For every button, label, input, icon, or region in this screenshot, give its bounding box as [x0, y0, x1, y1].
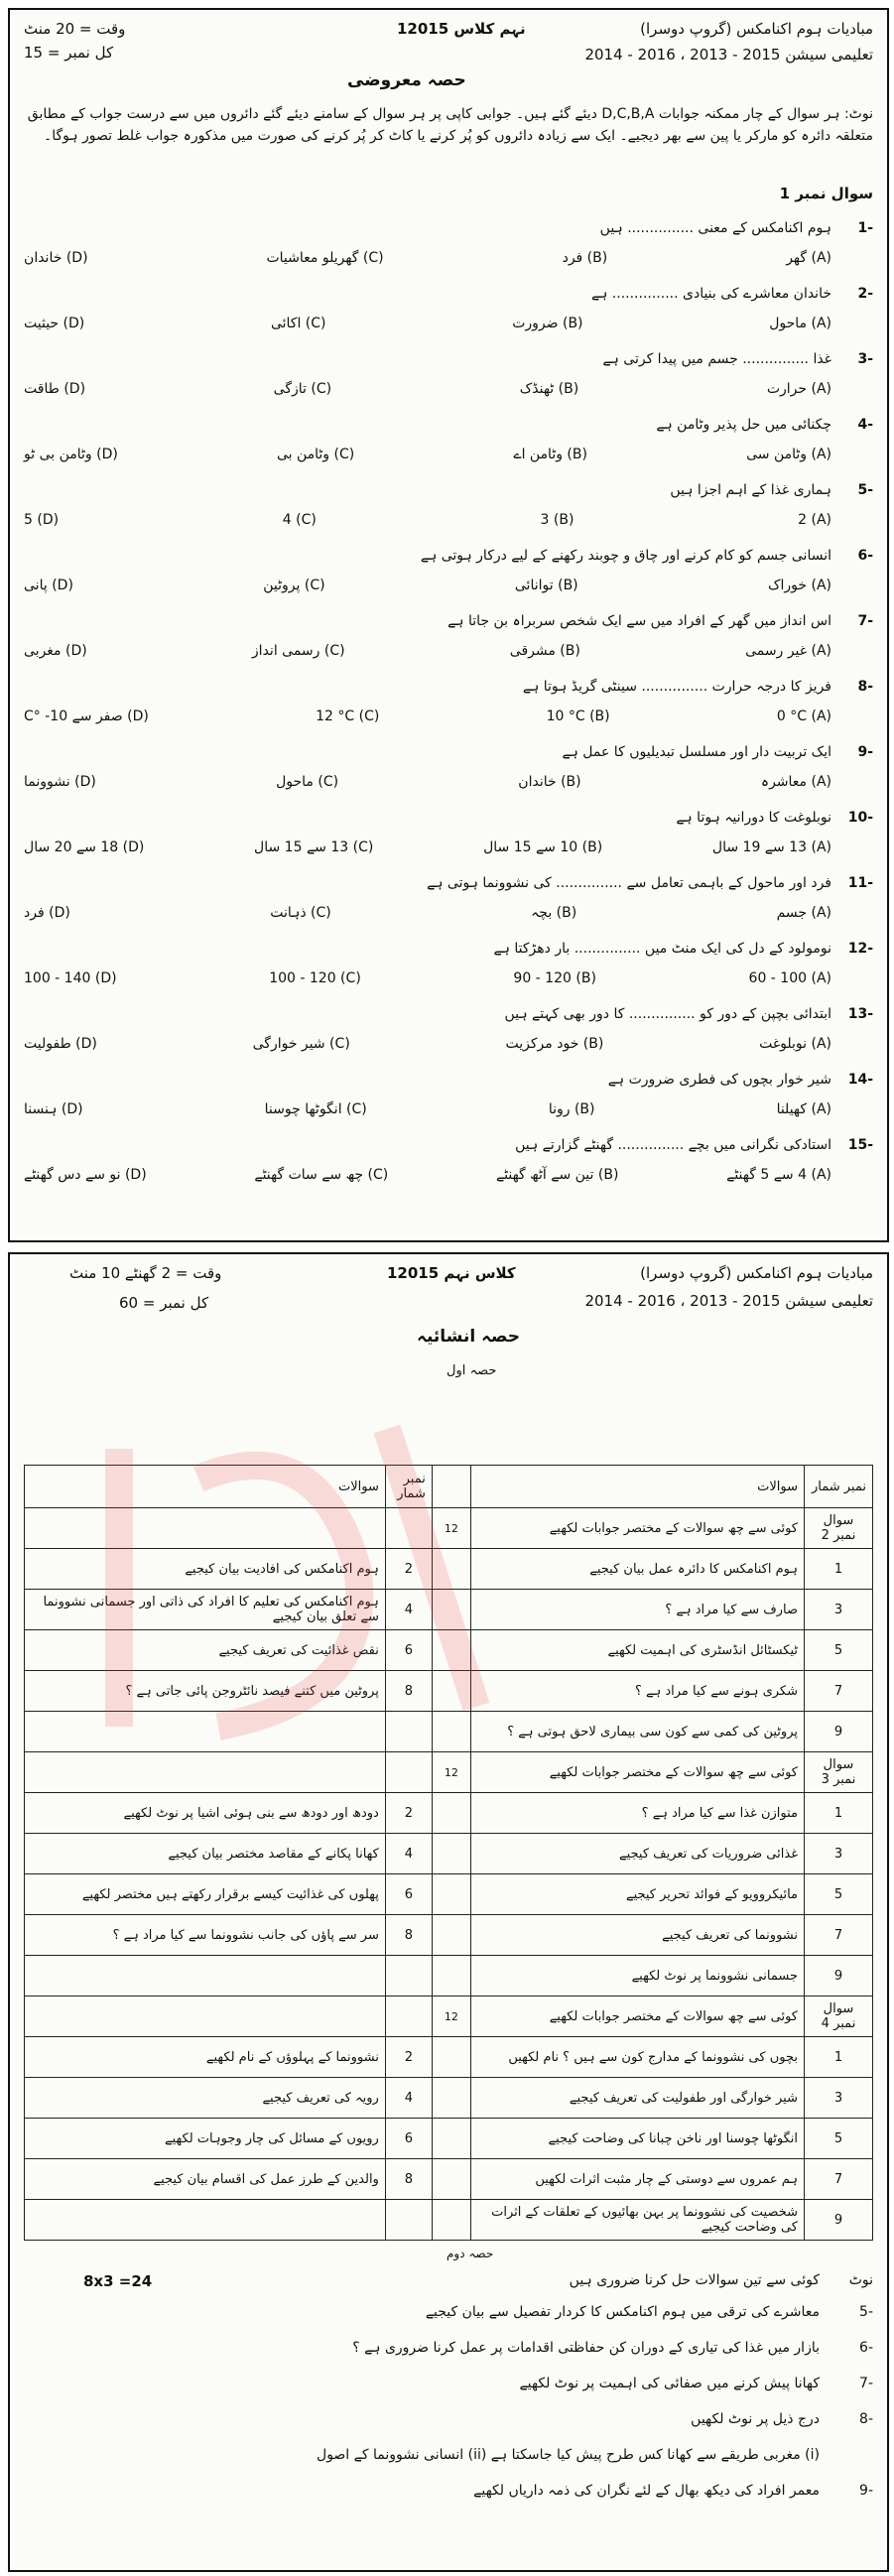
- row-marks: [432, 1915, 470, 1956]
- row-number: 5: [805, 1874, 873, 1915]
- row-question: بچوں کی نشوونما کے مدارج کون سے ہیں ؟ نام لکھیں: [470, 2037, 804, 2078]
- row-number: 3: [805, 2078, 873, 2119]
- question-number: -9: [857, 744, 873, 760]
- mcq-item: [24, 482, 873, 540]
- row-question: شخصیت کی نشوونما پر بہن بھائیوں کے تعلقات کے اثرات کی وضاحت کیجیے: [470, 2200, 804, 2241]
- option-d: (D) 5: [24, 512, 60, 528]
- row-marks: [432, 1874, 470, 1915]
- row-marks: [432, 1834, 470, 1874]
- option-b: (B) 90 - 120: [513, 970, 596, 986]
- row-question-2: سر سے پاؤں کی جانب نشوونما سے کیا مراد ہے ؟: [25, 1915, 386, 1956]
- mcq-item: [24, 286, 873, 343]
- row-number-2: [385, 1712, 432, 1752]
- session-line: تعلیمی سیشن 2015 - 2013 ، 2016 - 2014: [584, 1292, 873, 1310]
- option-a: (A) گھر: [786, 250, 831, 266]
- option-a: (A) معاشرہ: [760, 774, 831, 790]
- table-row: [25, 1671, 873, 1712]
- option-d: (D) وٹامن بی ٹو: [24, 447, 118, 462]
- question-text: ہماری غذا کے اہم اجزا ہیں: [670, 482, 831, 498]
- row-number: 3: [805, 1590, 873, 1630]
- row-marks: [432, 1549, 470, 1590]
- row-question-2: پھلوں کی غذائیت کیسے برقرار رکھتے ہیں مختصر لکھیے: [25, 1874, 386, 1915]
- options-row: [24, 447, 831, 462]
- option-d: (D) صفر سے 10- °C: [24, 708, 149, 724]
- row-number-2: [385, 1508, 432, 1549]
- long-question-text: بازار میں غذا کی تیاری کے دوران کن حفاظتی اقدامات پر عمل کرنا ضروری ہے ؟: [352, 2340, 820, 2356]
- options-row: [24, 1167, 831, 1183]
- row-marks: 12: [432, 1752, 470, 1793]
- options-row: [24, 1036, 831, 1052]
- col-questions-header-2: سوالات: [25, 1466, 386, 1508]
- row-question: ہوم اکنامکس کا دائرہ عمل بیان کیجیے: [470, 1549, 804, 1590]
- table-row: [25, 2037, 873, 2078]
- row-number: 5: [805, 2119, 873, 2159]
- option-a: (A) وٹامن سی: [746, 447, 831, 462]
- row-question: مائیکروویو کے فوائد تحریر کیجیے: [470, 1874, 804, 1915]
- long-question-text: درج ذیل پر نوٹ لکھیں: [691, 2411, 820, 2427]
- option-c: (C) 12 °C: [316, 708, 380, 724]
- option-d: (D) پانی: [24, 578, 73, 593]
- row-question: کوئی سے چھ سوالات کے مختصر جوابات لکھیے: [470, 1996, 804, 2037]
- option-a: (A) 60 - 100: [748, 970, 831, 986]
- option-b: (B) تین سے آٹھ گھنٹے: [495, 1167, 619, 1183]
- class-line: نہم کلاس 12015: [397, 20, 526, 38]
- question-number: -2: [857, 286, 873, 302]
- option-c: (C) وٹامن بی: [276, 447, 355, 462]
- question-number: -10: [847, 810, 873, 826]
- total-marks: کل نمبر = 60: [119, 1294, 209, 1312]
- options-row: [24, 512, 831, 528]
- mcq-item: [24, 1137, 873, 1195]
- row-question-2: [25, 1996, 386, 2037]
- instructions-note: نوٹ: ہر سوال کے چار ممکنہ جوابات D,C,B,A دیئے گئے ہیں۔ جوابی کاپی پر ہر سوال کے سامنے دیئے گئے دائروں میں سے درست جواب کے مطابق متعلقہ دائرہ کو مارکر یا پین سے بھر دیجیے۔ ایک سے زیادہ دائروں کو پُر کرنے یا کاٹ کر پُر کرنے کی صورت میں مذکورہ جواب غلط تصور ہوگا۔: [27, 106, 873, 144]
- option-a: (A) کھیلنا: [776, 1101, 831, 1117]
- row-question: ٹیکسٹائل انڈسٹری کی اہمیت لکھیے: [470, 1630, 804, 1671]
- table-row: [25, 1996, 873, 2037]
- option-a: (A) جسم: [776, 905, 831, 921]
- table-row: [25, 2200, 873, 2241]
- row-question-2: نشوونما کے پہلوؤں کے نام لکھیے: [25, 2037, 386, 2078]
- row-question-2: [25, 1508, 386, 1549]
- question-text: انسانی جسم کو کام کرنے اور چاق و چوبند رکھنے کے لیے درکار ہوتی ہے: [420, 548, 831, 564]
- question-number: -15: [847, 1137, 873, 1153]
- row-question: نشوونما کی تعریف کیجیے: [470, 1915, 804, 1956]
- option-d: (D) فرد: [24, 905, 70, 921]
- row-question: صارف سے کیا مراد ہے ؟: [470, 1590, 804, 1630]
- question-text: نومولود کے دل کی ایک منٹ میں ............... بار دھڑکتا ہے: [493, 941, 831, 957]
- option-b: (B) 10 سے 15 سال: [483, 839, 603, 855]
- option-a: (A) 2: [798, 512, 831, 528]
- option-b: (B) مشرقی: [509, 643, 580, 659]
- table-row: [25, 2159, 873, 2200]
- row-question: انگوٹھا چوسنا اور ناخن چبانا کی وضاحت کیجیے: [470, 2119, 804, 2159]
- row-number: 9: [805, 1956, 873, 1996]
- options-row: [24, 839, 831, 855]
- col-number-header: نمبر شمار: [805, 1466, 873, 1508]
- row-question: کوئی سے چھ سوالات کے مختصر جوابات لکھیے: [470, 1752, 804, 1793]
- row-number-2: 6: [385, 1874, 432, 1915]
- mcq-item: [24, 810, 873, 867]
- row-marks: [432, 1671, 470, 1712]
- question-text: شیر خوار بچوں کی فطری ضرورت ہے: [607, 1072, 831, 1088]
- option-a: (A) حرارت: [766, 381, 831, 397]
- question-text: ہوم اکنامکس کے معنی ............... ہیں: [599, 220, 831, 236]
- table-row: [25, 1590, 873, 1630]
- row-question-2: رویوں کے مسائل کی چار وجوہات لکھیے: [25, 2119, 386, 2159]
- question-number: -14: [847, 1072, 873, 1088]
- options-row: [24, 578, 831, 593]
- mcq-item: [24, 1072, 873, 1129]
- row-number: 7: [805, 2159, 873, 2200]
- row-number: سوال نمبر 2: [805, 1508, 873, 1549]
- question-number: -7: [857, 613, 873, 629]
- option-d: (D) ہنسنا: [24, 1101, 83, 1117]
- table-row: [25, 1549, 873, 1590]
- option-c: (C) پروٹین: [263, 578, 325, 593]
- row-question-2: [25, 1752, 386, 1793]
- row-marks: [432, 1712, 470, 1752]
- row-question-2: والدین کے طرز عمل کی اقسام بیان کیجیے: [25, 2159, 386, 2200]
- table-row: [25, 1915, 873, 1956]
- option-d: (D) مغربی: [24, 643, 87, 659]
- row-number-2: 6: [385, 1630, 432, 1671]
- part-label: حصہ اول: [447, 1363, 497, 1378]
- subject-title: مبادیات ہوم اکنامکس (گروپ دوسرا): [640, 1264, 873, 1282]
- total-marks: کل نمبر = 15: [24, 44, 114, 62]
- option-c: (C) رسمی انداز: [251, 643, 345, 659]
- row-marks: [432, 2037, 470, 2078]
- row-question-2: کھانا پکانے کے مقاصد مختصر بیان کیجیے: [25, 1834, 386, 1874]
- row-number-2: 2: [385, 1793, 432, 1834]
- table-row: [25, 2119, 873, 2159]
- mcq-item: [24, 613, 873, 671]
- option-b: (B) فرد: [562, 250, 608, 266]
- long-question-text: معمر افراد کی دیکھ بھال کے لئے نگران کی ذمہ داریاں لکھیے: [473, 2483, 820, 2499]
- table-header-row: [25, 1466, 873, 1508]
- row-marks: [432, 2159, 470, 2200]
- note-label: نوٹ: [848, 2272, 873, 2288]
- col-number-header-2: نمبر شمار: [385, 1466, 432, 1508]
- row-number: سوال نمبر 3: [805, 1752, 873, 1793]
- question-number: -3: [857, 351, 873, 367]
- row-number: 7: [805, 1915, 873, 1956]
- option-b: (B) توانائی: [514, 578, 578, 593]
- short-questions-table: [24, 1465, 873, 2241]
- row-marks: [432, 2119, 470, 2159]
- option-b: (B) خود مرکزیت: [505, 1036, 604, 1052]
- option-b: (B) ضرورت: [512, 316, 583, 331]
- long-question-text: معاشرے کی ترقی میں ہوم اکنامکس کا کردار تفصیل سے بیان کیجیے: [425, 2304, 820, 2320]
- option-d: (D) 100 - 140: [24, 970, 117, 986]
- row-number-2: 2: [385, 2037, 432, 2078]
- section-title: حصہ انشائیہ: [417, 1327, 521, 1347]
- question-text: ابتدائی بچپن کے دور کو ............... کا دور بھی کہتے ہیں: [504, 1006, 831, 1022]
- subjective-paper: [8, 1252, 889, 2572]
- class-line: کلاس نہم 12015: [387, 1264, 516, 1282]
- row-number-2: 6: [385, 2119, 432, 2159]
- row-number-2: 8: [385, 1915, 432, 1956]
- row-question-2: [25, 1712, 386, 1752]
- mcq-item: [24, 548, 873, 605]
- row-question-2: دودھ اور دودھ سے بنی ہوئی اشیا پر نوٹ لکھیے: [25, 1793, 386, 1834]
- row-number: 9: [805, 1712, 873, 1752]
- row-number-2: [385, 2200, 432, 2241]
- long-question-text: (i) مغربی طریقے سے کھانا کس طرح پیش کیا جاسکتا ہے (ii) انسانی نشوونما کے اصول: [317, 2447, 820, 2463]
- option-d: (D) 18 سے 20 سال: [24, 839, 145, 855]
- row-number-2: [385, 1752, 432, 1793]
- row-question: شکری ہونے سے کیا مراد ہے ؟: [470, 1671, 804, 1712]
- row-number-2: 4: [385, 2078, 432, 2119]
- row-number: سوال نمبر 4: [805, 1996, 873, 2037]
- question-text: استادکی نگرانی میں بچے ............... گھنٹے گزارتے ہیں: [515, 1137, 831, 1153]
- option-c: (C) ذہانت: [270, 905, 331, 921]
- question-text: چکنائی میں حل پذیر وٹامن ہے: [656, 417, 831, 433]
- option-d: (D) نو سے دس گھنٹے: [24, 1167, 147, 1183]
- option-b: (B) رونا: [548, 1101, 595, 1117]
- long-question-item: [24, 2340, 873, 2366]
- option-d: (D) حیثیت: [24, 316, 85, 331]
- question-number: -11: [847, 875, 873, 891]
- long-question-number: -9: [859, 2483, 873, 2499]
- option-c: (C) چھ سے سات گھنٹے: [254, 1167, 389, 1183]
- options-row: [24, 905, 831, 921]
- option-c: (C) شیر خوارگی: [252, 1036, 350, 1052]
- row-question: جسمانی نشوونما پر نوٹ لکھیے: [470, 1956, 804, 1996]
- option-b: (B) خاندان: [518, 774, 581, 790]
- options-row: [24, 316, 831, 331]
- row-number: 1: [805, 1793, 873, 1834]
- option-d: (D) طاقت: [24, 381, 86, 397]
- time-allowed: وقت = 20 منٹ: [24, 20, 126, 38]
- row-question: متوازن غذا سے کیا مراد ہے ؟: [470, 1793, 804, 1834]
- question-text: نوبلوغت کا دورانیہ ہوتا ہے: [676, 810, 831, 826]
- option-c: (C) 13 سے 15 سال: [254, 839, 374, 855]
- question-number: -5: [857, 482, 873, 498]
- row-marks: [432, 1630, 470, 1671]
- question-text: ایک تربیت دار اور مسلسل تبدیلیوں کا عمل ہے: [562, 744, 831, 760]
- table-row: [25, 1508, 873, 1549]
- row-question: شیر خوارگی اور طفولیت کی تعریف کیجیے: [470, 2078, 804, 2119]
- question-text: فریز کا درجہ حرارت ............... سینٹی گریڈ ہوتا ہے: [522, 679, 831, 695]
- row-question: پروٹین کی کمی سے کون سی بیماری لاحق ہوتی ہے ؟: [470, 1712, 804, 1752]
- long-question-number: -6: [859, 2340, 873, 2356]
- row-marks: [432, 1590, 470, 1630]
- row-number-2: [385, 1996, 432, 2037]
- option-c: (C) انگوٹھا چوسنا: [264, 1101, 367, 1117]
- row-question-2: [25, 2200, 386, 2241]
- session-line: تعلیمی سیشن 2015 - 2013 ، 2016 - 2014: [584, 46, 873, 64]
- option-b: (B) بچہ: [531, 905, 577, 921]
- question-text: اس انداز میں گھر کے افراد میں سے ایک شخص سربراہ بن جاتا ہے: [447, 613, 831, 629]
- subject-title: مبادیات ہوم اکنامکس (گروپ دوسرا): [640, 20, 873, 38]
- options-row: [24, 1101, 831, 1117]
- question-number: -1: [857, 220, 873, 236]
- long-question-item: [24, 2376, 873, 2401]
- option-b: (B) وٹامن اے: [513, 447, 587, 462]
- option-a: (A) ماحول: [769, 316, 831, 331]
- row-number-2: 4: [385, 1834, 432, 1874]
- options-row: [24, 643, 831, 659]
- row-marks: [432, 1956, 470, 1996]
- option-a: (A) خوراک: [767, 578, 831, 593]
- table-row: [25, 1874, 873, 1915]
- table-row: [25, 2078, 873, 2119]
- long-question-item: [24, 2411, 873, 2437]
- long-question-item: [24, 2483, 873, 2509]
- part-two-label: حصہ دوم: [447, 2247, 494, 2260]
- options-row: [24, 970, 831, 986]
- option-c: (C) گھریلو معاشیات: [266, 250, 384, 266]
- row-marks: [432, 2078, 470, 2119]
- row-question-2: رویہ کی تعریف کیجیے: [25, 2078, 386, 2119]
- long-question-item: [24, 2304, 873, 2330]
- table-row: [25, 1793, 873, 1834]
- table-row: [25, 1956, 873, 1996]
- option-a: (A) نوبلوغت: [759, 1036, 831, 1052]
- row-number: 7: [805, 1671, 873, 1712]
- row-number-2: 8: [385, 1671, 432, 1712]
- mcq-item: [24, 679, 873, 736]
- question-number: -13: [847, 1006, 873, 1022]
- option-b: (B) ٹھنڈک: [519, 381, 579, 397]
- mcq-item: [24, 220, 873, 278]
- row-question-2: نقص غذائیت کی تعریف کیجیے: [25, 1630, 386, 1671]
- mcq-item: [24, 744, 873, 802]
- row-number: 5: [805, 1630, 873, 1671]
- question-number: -6: [857, 548, 873, 564]
- options-row: [24, 774, 831, 790]
- option-b: (B) 3: [540, 512, 575, 528]
- option-a: (A) 13 سے 19 سال: [711, 839, 831, 855]
- row-question-2: ہوم اکنامکس کی افادیت بیان کیجیے: [25, 1549, 386, 1590]
- row-number-2: 4: [385, 1590, 432, 1630]
- question-heading: سوال نمبر 1: [779, 185, 873, 202]
- row-marks: [432, 1793, 470, 1834]
- section-score: 8x3 =24: [83, 2272, 153, 2290]
- question-number: -8: [857, 679, 873, 695]
- table-row: [25, 1630, 873, 1671]
- row-question: غذائی ضروریات کی تعریف کیجیے: [470, 1834, 804, 1874]
- option-c: (C) اکائی: [270, 316, 326, 331]
- row-marks: 12: [432, 1508, 470, 1549]
- row-marks: [432, 2200, 470, 2241]
- objective-paper: [8, 8, 889, 1242]
- row-question-2: [25, 1956, 386, 1996]
- table-row: [25, 1834, 873, 1874]
- row-number: 1: [805, 1549, 873, 1590]
- long-question-item: [24, 2447, 873, 2473]
- question-text: غذا ............... جسم میں پیدا کرتی ہے: [602, 351, 831, 367]
- mcq-item: [24, 417, 873, 474]
- row-marks: 12: [432, 1996, 470, 2037]
- question-number: -4: [857, 417, 873, 433]
- long-question-number: -5: [859, 2304, 873, 2320]
- row-number: 1: [805, 2037, 873, 2078]
- question-text: فرد اور ماحول کے باہمی تعامل سے ............... کی نشوونما ہوتی ہے: [427, 875, 831, 891]
- option-d: (D) طفولیت: [24, 1036, 97, 1052]
- options-row: [24, 381, 831, 397]
- row-number: 9: [805, 2200, 873, 2241]
- row-question: کوئی سے چھ سوالات کے مختصر جوابات لکھیے: [470, 1508, 804, 1549]
- mcq-item: [24, 1006, 873, 1064]
- option-c: (C) 4: [282, 512, 317, 528]
- mcq-item: [24, 875, 873, 933]
- option-b: (B) 10 °C: [546, 708, 610, 724]
- long-question-text: کھانا پیش کرنے میں صفائی کی اہمیت پر نوٹ لکھیے: [519, 2376, 820, 2391]
- mcq-item: [24, 351, 873, 409]
- time-allowed: وقت = 2 گھنٹے 10 منٹ: [69, 1264, 222, 1282]
- row-question: ہم عمروں سے دوستی کے چار مثبت اثرات لکھیں: [470, 2159, 804, 2200]
- question-text: خاندان معاشرے کی بنیادی ............... ہے: [590, 286, 831, 302]
- row-number: 3: [805, 1834, 873, 1874]
- options-row: [24, 250, 831, 266]
- option-c: (C) تازگی: [273, 381, 332, 397]
- table-row: [25, 1752, 873, 1793]
- option-d: (D) نشوونما: [24, 774, 96, 790]
- option-c: (C) ماحول: [276, 774, 339, 790]
- table-row: [25, 1712, 873, 1752]
- question-number: -12: [847, 941, 873, 957]
- option-d: (D) خاندان: [24, 250, 88, 266]
- note-text: کوئی سے تین سوالات حل کرنا ضروری ہیں: [569, 2272, 820, 2288]
- row-number-2: [385, 1956, 432, 1996]
- mcq-item: [24, 941, 873, 998]
- row-question-2: پروٹین میں کتنے فیصد نائٹروجن پائی جاتی ہے ؟: [25, 1671, 386, 1712]
- option-a: (A) 4 سے 5 گھنٹے: [726, 1167, 831, 1183]
- row-question-2: ہوم اکنامکس کی تعلیم کا افراد کی ذاتی اور جسمانی نشوونما سے تعلق بیان کیجیے: [25, 1590, 386, 1630]
- option-a: (A) 0 °C: [776, 708, 831, 724]
- row-number-2: 8: [385, 2159, 432, 2200]
- long-question-number: -8: [859, 2411, 873, 2427]
- option-c: (C) 100 - 120: [269, 970, 361, 986]
- col-questions-header: سوالات: [470, 1466, 804, 1508]
- section-title: حصہ معروضی: [347, 70, 466, 90]
- long-question-number: -7: [859, 2376, 873, 2391]
- option-a: (A) غیر رسمی: [745, 643, 831, 659]
- row-number-2: 2: [385, 1549, 432, 1590]
- options-row: [24, 708, 831, 724]
